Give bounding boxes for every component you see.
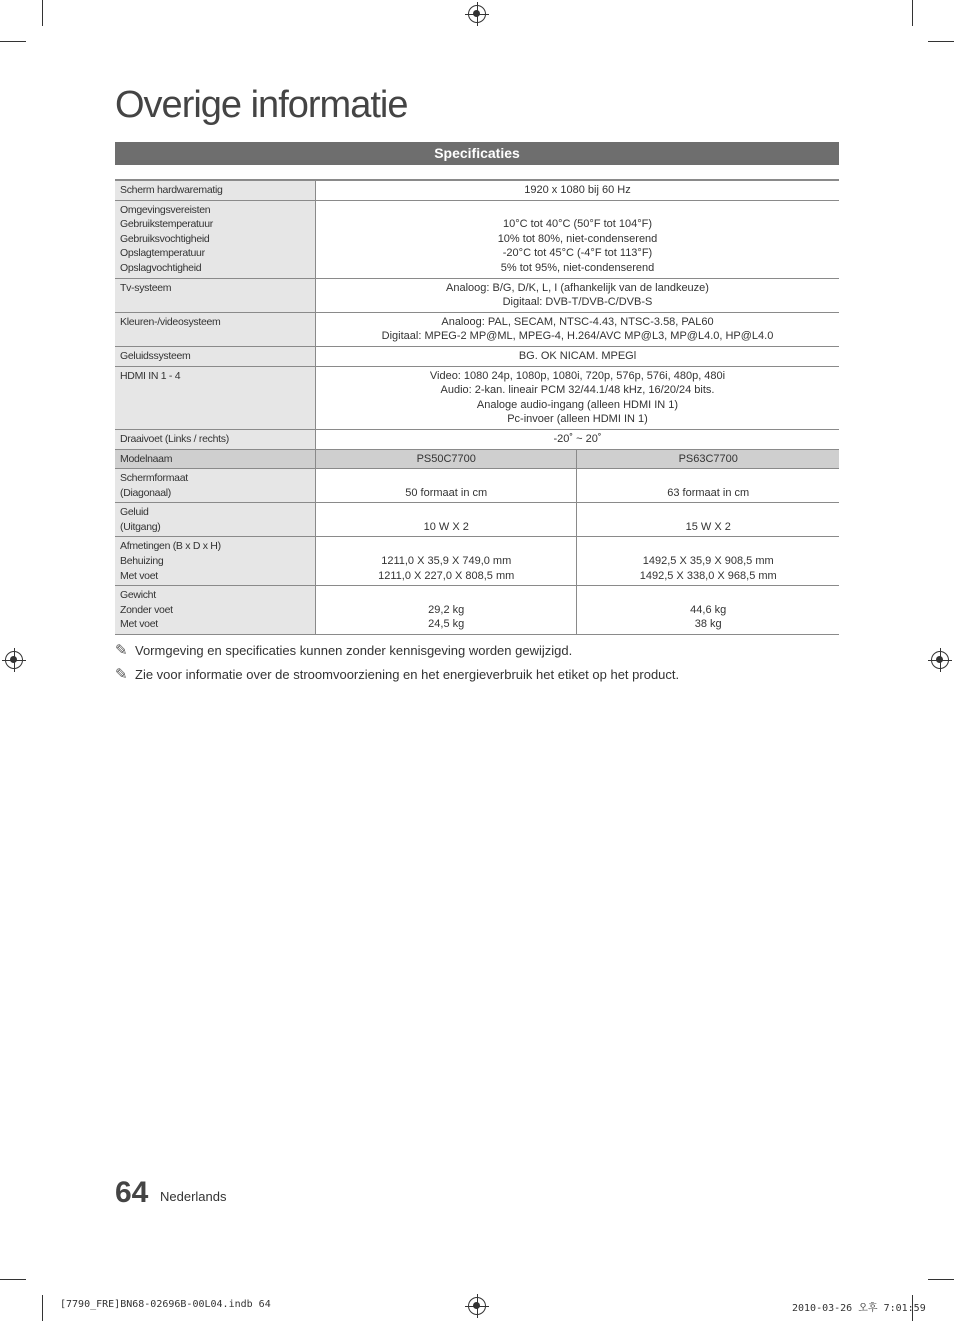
notes — [115, 641, 679, 689]
table-row — [115, 429, 839, 449]
spec-value-model-b-line: 1492,5 X 35,9 X 908,5 mm — [642, 555, 774, 568]
table-row — [115, 366, 839, 429]
spec-label-line: Met voet — [120, 618, 158, 631]
spec-label-line: Scherm hardwarematig — [120, 184, 223, 196]
registration-mark-icon — [931, 651, 949, 669]
spec-value-model-b — [577, 469, 839, 503]
spec-label — [115, 346, 316, 366]
spec-value-model-b-line: 38 kg — [694, 618, 722, 631]
spec-label-line: Met voet — [120, 569, 158, 582]
spec-label — [115, 278, 316, 312]
spec-value — [316, 312, 840, 346]
pencil-note-icon: ✎ — [115, 642, 128, 659]
spec-value-model-b-line: 15 W X 2 — [685, 520, 731, 533]
page-title: Overige informatie — [115, 84, 408, 126]
spec-value-model-a — [316, 503, 577, 537]
model-row — [115, 449, 839, 469]
spec-value-model-a-line: 10 W X 2 — [423, 520, 469, 533]
spec-label — [115, 429, 316, 449]
spec-label — [115, 312, 316, 346]
spec-value-model-a-line: 24,5 kg — [428, 618, 465, 631]
spec-value-model-b — [577, 586, 839, 635]
spec-value-model-a-line: 1211,0 X 35,9 X 749,0 mm — [381, 555, 512, 568]
model-name — [316, 449, 577, 469]
spec-label — [115, 200, 316, 278]
crop-mark — [928, 41, 954, 42]
spec-value-model-b-line: 1492,5 X 338,0 X 968,5 mm — [639, 569, 777, 582]
spec-label — [115, 366, 316, 429]
spec-label-line: Tv-systeem — [120, 281, 172, 294]
spec-label — [115, 503, 316, 537]
spec-value-line: -20°C tot 45°C (-4°F tot 113°F) — [502, 247, 653, 260]
table-row — [115, 586, 839, 635]
spec-label-line: Behuizing — [120, 555, 164, 568]
footer-file: [7790_FRE]BN68-02696B-00L04.indb 64 — [60, 1299, 271, 1310]
spec-label-line: (Diagonaal) — [120, 486, 171, 499]
spec-label-line: Gebruikstemperatuur — [120, 218, 213, 231]
note-text: Vormgeving en specificaties kunnen zonder kennisgeving worden gewijzigd. — [135, 643, 573, 658]
crop-mark — [42, 1295, 43, 1321]
model-name-line: PS50C7700 — [416, 452, 476, 465]
spec-label — [115, 537, 316, 586]
spec-value — [316, 278, 840, 312]
spec-value-model-b-line: 44,6 kg — [690, 603, 727, 616]
note-text: Zie voor informatie over de stroomvoorziening en het energieverbruik het etiket op het product. — [135, 667, 680, 682]
table-row — [115, 346, 839, 366]
spec-value-line: Analoog: B/G, D/K, L, I (afhankelijk van de landkeuze) — [446, 281, 709, 294]
spec-value — [316, 180, 840, 200]
model-label-line: Modelnaam — [120, 452, 173, 465]
spec-value-model-a-line: 29,2 kg — [428, 603, 465, 616]
table-row — [115, 312, 839, 346]
spec-value-line: -20˚ ~ 20˚ — [553, 432, 602, 445]
spec-value-line: Digitaal: DVB-T/DVB-C/DVB-S — [502, 296, 653, 309]
spec-value-line: Analoge audio-ingang (alleen HDMI IN 1) — [476, 398, 679, 411]
spec-value — [316, 429, 840, 449]
spec-value-line: 1920 x 1080 bij 60 Hz — [524, 184, 631, 196]
crop-mark — [928, 1279, 954, 1280]
model-name-line: PS63C7700 — [678, 452, 738, 465]
spec-value-line: Analoog: PAL, SECAM, NTSC-4.43, NTSC-3.58, PAL60 — [441, 315, 714, 328]
spec-value-model-b — [577, 503, 839, 537]
section-header: Specificaties — [115, 142, 839, 165]
spec-value-model-a-line: 50 formaat in cm — [405, 486, 488, 499]
table-row — [115, 180, 839, 200]
spec-label — [115, 469, 316, 503]
spec-value-model-a — [316, 586, 577, 635]
spec-table — [115, 179, 839, 635]
spec-value-model-a — [316, 537, 577, 586]
page-number: 64 — [115, 1176, 149, 1209]
spec-label-line: (Uitgang) — [120, 520, 161, 533]
spec-value-line: 5% tot 95%, niet-condenserend — [500, 261, 655, 274]
spec-value — [316, 366, 840, 429]
spec-label-line: Kleuren-/videosysteem — [120, 315, 221, 328]
spec-label — [115, 180, 316, 200]
spec-value-model-a — [316, 469, 577, 503]
spec-label-line: Zonder voet — [120, 603, 173, 616]
spec-value-line: Pc-invoer (alleen HDMI IN 1) — [507, 413, 648, 426]
spec-label-line: Schermformaat — [120, 472, 188, 485]
spec-label-line: Opslagtemperatuur — [120, 247, 205, 260]
table-row — [115, 537, 839, 586]
spec-label-line: Draaivoet (Links / rechts) — [120, 432, 229, 445]
spec-value-line: BG. OK NICAM. MPEGl — [518, 349, 637, 362]
spec-value-line: Digitaal: MPEG-2 MP@ML, MPEG-4, H.264/AVC MP@L3, MP@L4.0, HP@L4.0 — [381, 330, 774, 343]
table-row — [115, 278, 839, 312]
pencil-note-icon: ✎ — [115, 666, 128, 683]
spec-label-line: Gebruiksvochtigheid — [120, 232, 210, 245]
spec-label-line: Omgevingsvereisten — [120, 203, 211, 216]
registration-mark-icon — [468, 5, 486, 23]
note-item — [115, 641, 679, 665]
page-language: Nederlands — [160, 1189, 227, 1204]
spec-label-line: Geluid — [120, 506, 149, 519]
crop-mark — [0, 1279, 26, 1280]
crop-mark — [912, 0, 913, 26]
footer-timestamp: 2010-03-26 오후 7:01:59 — [792, 1303, 926, 1314]
spec-value-line: Audio: 2-kan. lineair PCM 32/44.1/48 kHz, 16/20/24 bits. — [440, 384, 715, 397]
spec-label-line: Opslagvochtigheid — [120, 261, 202, 274]
model-label — [115, 449, 316, 469]
crop-mark — [0, 41, 26, 42]
table-row — [115, 503, 839, 537]
spec-value-model-b — [577, 537, 839, 586]
spec-value — [316, 346, 840, 366]
spec-label-line: Geluidssysteem — [120, 349, 191, 362]
spec-label-line: Afmetingen (B x D x H) — [120, 540, 221, 553]
spec-value — [316, 200, 840, 278]
spec-value-line: Video: 1080 24p, 1080p, 1080i, 720p, 576p, 576i, 480p, 480i — [429, 369, 726, 382]
spec-value-model-a-line: 1211,0 X 227,0 X 808,5 mm — [378, 569, 515, 582]
spec-label-line: Gewicht — [120, 589, 156, 602]
table-row — [115, 469, 839, 503]
model-name — [577, 449, 839, 469]
spec-value-model-b-line: 63 formaat in cm — [667, 486, 750, 499]
crop-mark — [42, 0, 43, 26]
spec-value-line: 10% tot 80%, niet-condenserend — [497, 232, 658, 245]
spec-value-line: 10°C tot 40°C (50°F tot 104°F) — [502, 218, 653, 231]
table-row — [115, 200, 839, 278]
registration-mark-icon — [468, 1297, 486, 1315]
spec-label — [115, 586, 316, 635]
spec-label-line: HDMI IN 1 - 4 — [120, 369, 181, 382]
registration-mark-icon — [5, 651, 23, 669]
note-item — [115, 665, 679, 689]
